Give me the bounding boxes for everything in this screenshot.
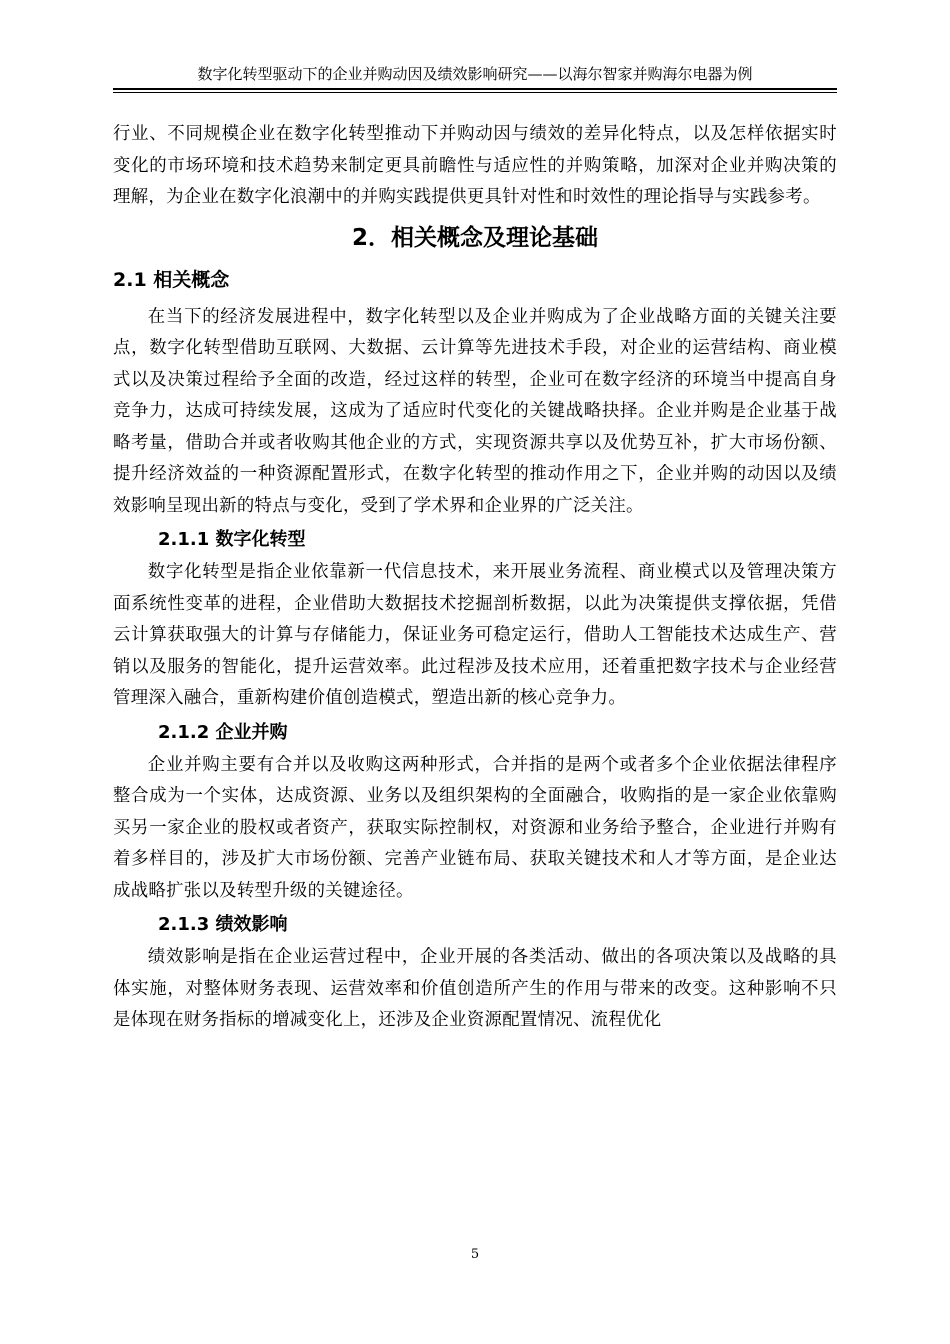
subsection-title-digital-transformation: 2.1.1 数字化转型 [158, 529, 306, 550]
subsection-paragraph-performance: 绩效影响是指在企业运营过程中，企业开展的各类活动、做出的各项决策以及战略的具体实施，对整体财务表现、运营效率和价值创造所产生的作用与带来的改变。这种影响不只是体现在财务指标的增减变化上，还涉及企业资源配置情况、流程优化 [113, 947, 837, 1030]
chapter-title: 2．相关概念及理论基础 [351, 224, 598, 251]
page-number: 5 [470, 1247, 480, 1262]
subsection-title-mergers: 2.1.2 企业并购 [158, 721, 288, 743]
page-content [113, 119, 837, 1037]
section-title: 2.1 相关概念 [113, 268, 230, 291]
header-rule [113, 88, 837, 93]
subsection-paragraph-mergers: 企业并购主要有合并以及收购这两种形式，合并指的是两个或者多个企业依据法律程序整合成为一个实体，达成资源、业务以及组织架构的全面融合，收购指的是一家企业依靠购买另一家企业的股权或者资产，获取实际控制权，对资源和业务给予整合，企业进行并购有着多样目的，涉及扩大市场份额、完善产业链布局、获取关键技术和人才等方面，是企业达成战略扩张以及转型升级的关键途径。 [113, 754, 837, 901]
subsection-paragraph-digital-transformation: 数字化转型是指企业依靠新一代信息技术，来开展业务流程、商业模式以及管理决策方面系统性变革的进程，企业借助大数据技术挖掘剖析数据，以此为决策提供支撑依据，凭借云计算获取强大的计算与存储能力，保证业务可稳定运行，借助人工智能技术达成生产、营销以及服务的智能化，提升运营效率。此过程涉及技术应用，还着重把数字技术与企业经营管理深入融合，重新构建价值创造模式，塑造出新的核心竞争力。 [113, 562, 837, 708]
subsection-title-performance: 2.1.3 绩效影响 [158, 914, 288, 935]
running-header: 数字化转型驱动下的企业并购动因及绩效影响研究——以海尔智家并购海尔电器为例 [197, 65, 753, 83]
section-paragraph: 在当下的经济发展进程中，数字化转型以及企业并购成为了企业战略方面的关键关注要点，数字化转型借助互联网、大数据、云计算等先进技术手段，对企业的运营结构、商业模式以及决策过程给予全面的改造，经过这样的转型，企业可在数字经济的环境当中提高自身竞争力，达成可持续发展，这成为了适应时代变化的关键战略抉择。企业并购是企业基于战略考量，借助合并或者收购其他企业的方式，实现资源共享以及优势互补，扩大市场份额、提升经济效益的一种资源配置形式，在数字化转型的推动作用之下，企业并购的动因以及绩效影响呈现出新的特点与变化，受到了学术界和企业界的广泛关注。 [113, 306, 837, 516]
intro-paragraph: 行业、不同规模企业在数字化转型推动下并购动因与绩效的差异化特点，以及怎样依据实时变化的市场环境和技术趋势来制定更具前瞻性与适应性的并购策略，加深对企业并购决策的理解，为企业在数字化浪潮中的并购实践提供更具针对性和时效性的理论指导与实践参考。 [113, 124, 837, 207]
